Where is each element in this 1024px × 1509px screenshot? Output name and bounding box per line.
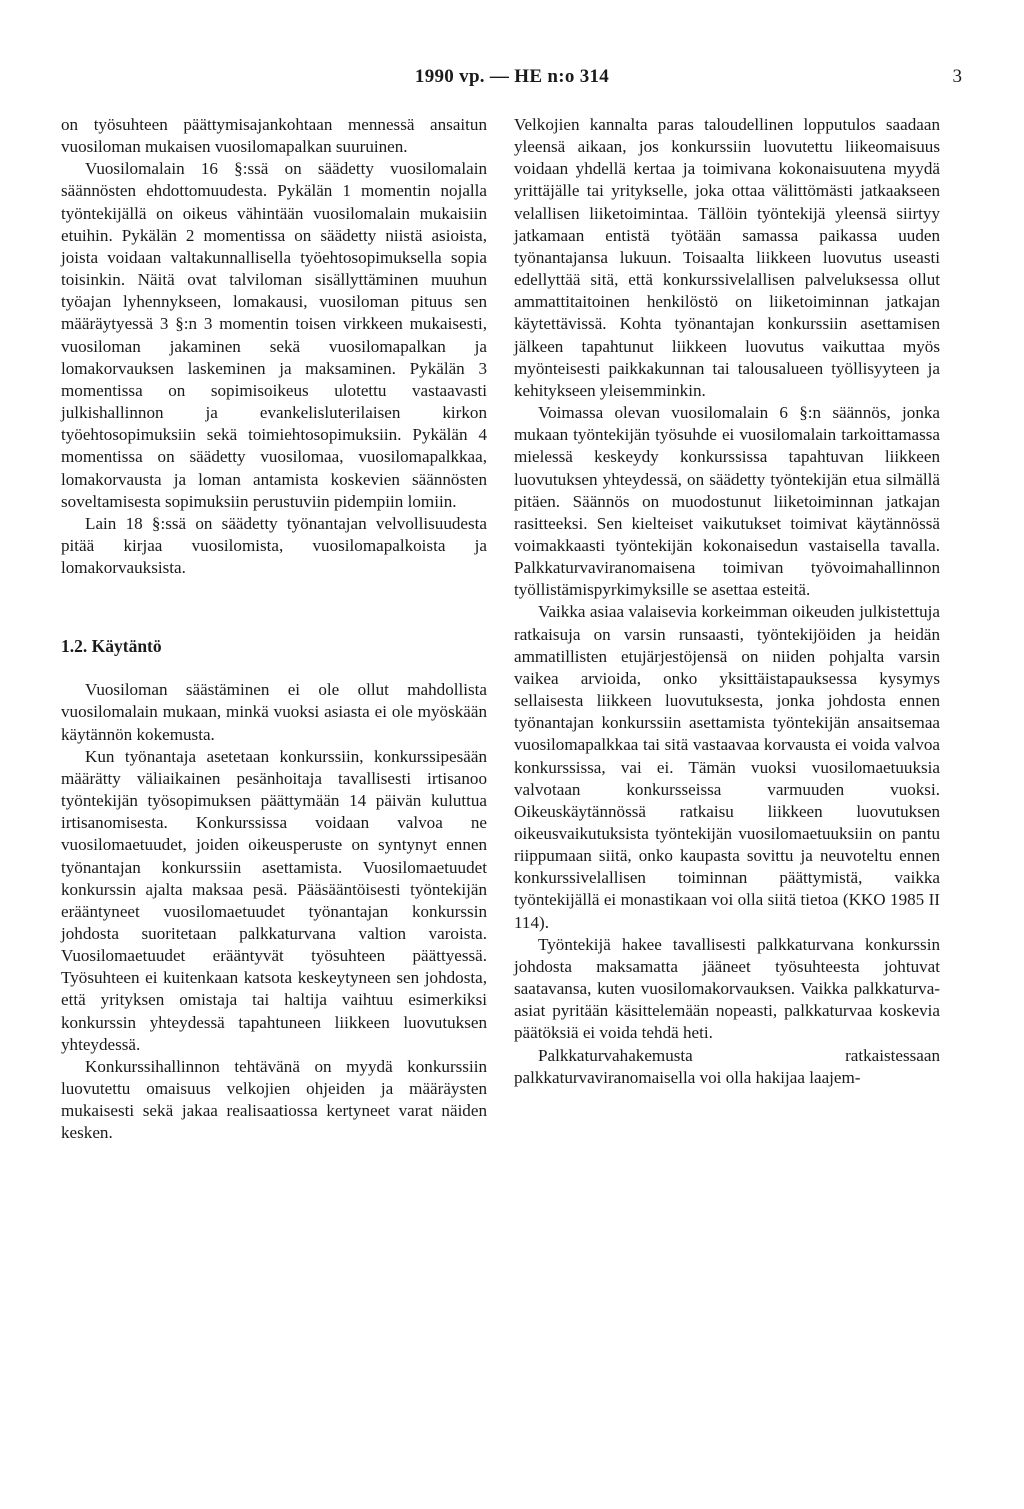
paragraph: Palkkaturvahakemusta ratkaistessaan palkkaturvaviranomaisella voi olla hakijaa laajem- [514,1045,940,1087]
right-column [514,114,940,1089]
section-heading: 1.2. Käytäntö [61,636,162,657]
paragraph: Vuosilomalain 16 §:ssä on säädetty vuosilomalain säännösten ehdottomuudesta. Pykälän 1 momentin nojalla työntekijällä on oikeus vähintään vuosilomalain mukaisiin etuihin. Pykälän 2 momentissa on säädetty niistä asioista, joista voidaan valtakunnallisella työehtosopimuksella sopia toisinkin. Näitä ovat talviloman sisällyttäminen muuhun työajan lyhennykseen, lomakausi, vuosiloman pituus sen määräytyessä 3 §:n 3 momentin toisen virkkeen mukaisesti, vuosiloman jakaminen sekä vuosilomapalkan ja lomakorvauksen laskeminen ja maksaminen. Pykälän 3 momentissa on sopimisoikeus ulotettu vastaavasti julkishallinnon ja evankelisluterilaisen kirkon työehtosopimuksiin sekä toimiehtosopimuksiin. Pykälän 4 momentissa on säädetty vuosilomaa, vuosilomapalkkaa, lomakorvausta ja loman antamista koskevien säännösten soveltamisesta sopimuksiin perustuviin pidempiin lomiin. [61,159,487,511]
paragraph: Vaikka asiaa valaisevia korkeimman oikeuden julkistettuja ratkaisuja on varsin runsaasti, työntekijöiden ja heidän ammatillisten etujärjestöjensä on niiden pohjalta varsin vaikea arvioida, onko yksittäistapauksessa kysymys sellaisesta liikkeen luovutuksesta, jonka johdosta ennen työnantajan konkurssiin asettamista työntekijän ansaitsemaa vuosilomapalkkaa tai sitä vastaavaa korvausta ei voida valvoa konkurssissa, vai ei. Tämän vuoksi vuosilomaetuuksia valvotaan konkursseissa varmuuden vuoksi. Oikeuskäytännössä ratkaisu liikkeen luovutuksen oikeusvaikutuksista työntekijän vuosilomaetuuksiin on pantu riippumaan siitä, onko kaupasta sovittu ja neuvoteltu ennen konkurssivelallisen toiminnan päättymistä, vaikka työntekijällä ei monastikaan voi olla siitä tietoa (KKO 1985 II 114). [514,602,940,932]
paragraph: on työsuhteen päättymisajankohtaan mennessä ansaitun vuosiloman mukaisen vuosilomapalkan suuruinen. [61,115,487,157]
running-header-title: 1990 vp. — HE n:o 314 [414,66,610,87]
page-header [0,66,1024,90]
paragraph: Lain 18 §:ssä on säädetty työnantajan velvollisuudesta pitää kirjaa vuosilomista, vuosilomapalkoista ja lomakorvauksista. [61,513,487,578]
left-column [61,114,487,1145]
page-number: 3 [952,66,962,87]
paragraph: Konkurssihallinnon tehtävänä on myydä konkurssiin luovutettu omaisuus velkojien ohjeiden ja määräysten mukaisesti sekä jakaa realisaatiossa kertyneet varat näiden kesken. [61,1056,487,1143]
paragraph: Voimassa olevan vuosilomalain 6 §:n säännös, jonka mukaan työntekijän työsuhde ei vuosilomalain tarkoittamassa mielessä keskeydy konkurssissa tapahtuvan liikkeen luovutuksen yhteydessä, on säädetty työntekijän etua silmällä pitäen. Säännös on muodostunut liiketoiminnan jatkajan rasitteeksi. Sen kielteiset vaikutukset toimivat käytännössä voimakkaasti työntekijän kokonaisedun vastaisella tavalla. Palkkaturvaviranomaisena toimivan työvoimahallinnon työllistämispyrkimyksille se asettaa esteitä. [514,403,940,600]
paragraph: Kun työnantaja asetetaan konkurssiin, konkurssipesään määrätty väliaikainen pesänhoitaja tavallisesti irtisanoo työntekijän työsopimuksen päättymään 14 päivän kuluttua irtisanomisesta. Konkurssissa voidaan valvoa ne vuosilomaetuudet, joiden oikeusperuste on syntynyt ennen työnantajan konkurssiin asettamista. Vuosilomaetuudet konkurssin ajalta maksaa pesä. Pääsääntöisesti työntekijän erääntyneet vuosilomaetuudet työnantajan konkurssin johdosta suoritetaan palkkaturvana valtion varoista. Vuosilomaetuudet erääntyvät työsuhteen päättyessä. Työsuhteen ei kuitenkaan katsota keskeytyneen sen johdosta, että yrityksen omistaja tai haltija vaihtuu esimerkiksi konkurssin yhteydessä tapahtuneen liikkeen luovutuksen yhteydessä. [61,746,487,1054]
paragraph: Työntekijä hakee tavallisesti palkkaturvana konkurssin johdosta maksamatta jääneet työsuhteesta johtuvat saatavansa, kuten vuosilomakorvauksen. Vaikka palkkaturva-asiat pyritään käsittelemään nopeasti, palkkaturvaa koskevia päätöksiä ei voida tehdä heti. [514,934,940,1043]
paragraph: Velkojien kannalta paras taloudellinen lopputulos saadaan yleensä aikaan, jos konkurssiin luovutettu liikeomaisuus voidaan yhdellä kertaa ja toimivana kokonaisuutena myydä yrittäjälle tai yritykselle, joka ottaa välittömästi jatkaakseen velallisen liiketoimintaa. Tällöin työntekijä yleensä siirtyy jatkamaan entistä työtään samassa paikassa uuden työnantajansa lukuun. Toisaalta liikkeen luovutus useasti edellyttää sitä, että konkurssivelallisen palveluksessa ollut ammattitaitoinen henkilöstö on liiketoiminnan jatkajan käytettävissä. Kohta työnantajan konkurssiin asettamisen jälkeen tapahtunut liikkeen luovutus vaikuttaa myös myönteisesti paikkakunnan tai talousalueen työllisyyteen ja kehitykseen yleisemminkin. [514,115,940,400]
paragraph: Vuosiloman säästäminen ei ole ollut mahdollista vuosilomalain mukaan, minkä vuoksi asiasta ei ole myöskään käytännön kokemusta. [61,680,487,744]
